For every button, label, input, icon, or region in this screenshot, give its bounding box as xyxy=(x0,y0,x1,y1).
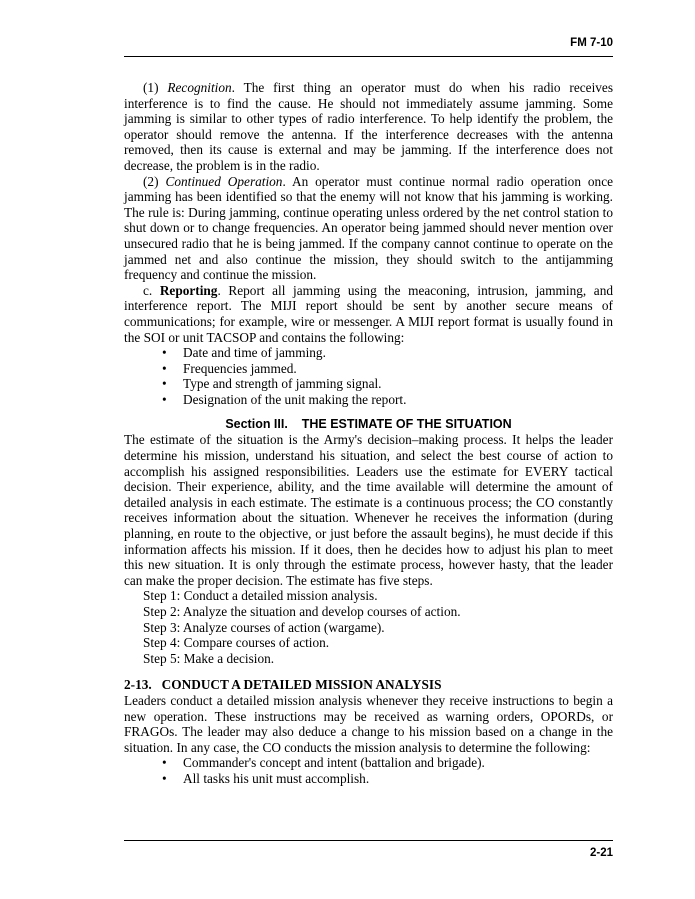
bullet-icon: • xyxy=(162,360,167,376)
section-heading: Section III. THE ESTIMATE OF THE SITUATION xyxy=(225,417,512,432)
bullet-icon: • xyxy=(162,345,167,361)
page-content xyxy=(124,80,613,787)
section-body: The estimate of the situation is the Army's decision–making process. It helps the leader determine his mission, understand his situation, and select the best course of action to accomplish his assigned responsibilities. Leaders use the estimate for EVERY tactical decision. Their experience, ability, and the time available will determine the amount of detailed analysis in each estimate. The estimate is a continuous process; the CO constantly receives information about the situation. Whenever he receives the information (during planning, en route to the objective, or just before the assault begins), he must decide if this information affects his mission. If it does, then he decides how to adjust his plan to meet this new situation. It is only through the estimate process, however hasty, that the leader can make the proper decision. The estimate has five steps. xyxy=(124,432,613,588)
continued-operation-title: Continued Operation xyxy=(165,173,283,189)
continued-operation-paragraph: (2) Continued Operation. An operator must continue normal radio operation once jamming has been identified so that the enemy will not know that his jamming is working. The rule is: During jamming, continue operating unless ordered by the net control station to shut down or to change frequencies. An operator being jammed should never mention over unsecured radio that he is being jammed. If the company cannot continue to operate on the jammed net and also continue the mission, they should switch to the antijamming frequency and continue the mission. xyxy=(124,173,613,283)
miji-report-list xyxy=(124,345,613,407)
list-item: • Date and time of jamming. xyxy=(162,345,326,361)
bullet-icon: • xyxy=(162,391,167,407)
list-item: • Frequencies jammed. xyxy=(162,360,297,376)
step-item: Step 4: Compare courses of action. xyxy=(143,635,330,651)
header-rule xyxy=(124,56,613,57)
mission-analysis-body: Leaders conduct a detailed mission analysis whenever they receive instructions to begin a new operation. These instructions may be received as warning orders, OPORDs, or FRAGOs. The leader may also deduce a change to his mission based on a change in the situation. In any case, the CO conducts the mission analysis to determine the following: xyxy=(124,692,613,755)
mission-analysis-list xyxy=(124,755,613,786)
steps-list xyxy=(124,588,613,666)
page-number: 2-21 xyxy=(589,847,613,859)
recognition-title: Recognition xyxy=(167,80,232,95)
list-item: • Commander's concept and intent (battalion and brigade). xyxy=(162,755,485,771)
list-item: • Type and strength of jamming signal. xyxy=(162,376,382,392)
reporting-paragraph: c. Reporting. Report all jamming using the meaconing, intrusion, jamming, and interference report. The MIJI report should be sent by another secure means of communications; for example, wire or messenger. A MIJI report format is usually found in the SOI or unit TACSOP and contains the following: xyxy=(124,282,613,345)
reporting-title: Reporting xyxy=(159,282,218,298)
bullet-icon: • xyxy=(162,770,167,786)
list-item: • Designation of the unit making the report. xyxy=(162,391,407,407)
footer-rule xyxy=(124,840,613,841)
step-item: Step 5: Make a decision. xyxy=(143,650,275,666)
step-item: Step 3: Analyze courses of action (wargame). xyxy=(143,619,385,635)
step-item: Step 2: Analyze the situation and develop courses of action. xyxy=(143,604,461,619)
recognition-paragraph: (1) Recognition. The first thing an operator must do when his radio receives interference is to find the cause. He should not immediately assume jamming. Some jamming is similar to other types of radio interference. To help identify the problem, the operator should remove the antenna. If the interference decreases with the antenna removed, then its cause is external and may be jamming. If the interference does not decrease, the problem is in the radio. xyxy=(124,80,613,173)
list-item: • All tasks his unit must accomplish. xyxy=(162,770,370,786)
step-item: Step 1: Conduct a detailed mission analysis. xyxy=(143,588,378,604)
bullet-icon: • xyxy=(162,755,167,771)
bullet-icon: • xyxy=(162,376,167,392)
page-header: FM 7-10 xyxy=(570,37,613,49)
paragraph-heading: 2-13. CONDUCT A DETAILED MISSION ANALYSIS xyxy=(124,677,442,693)
